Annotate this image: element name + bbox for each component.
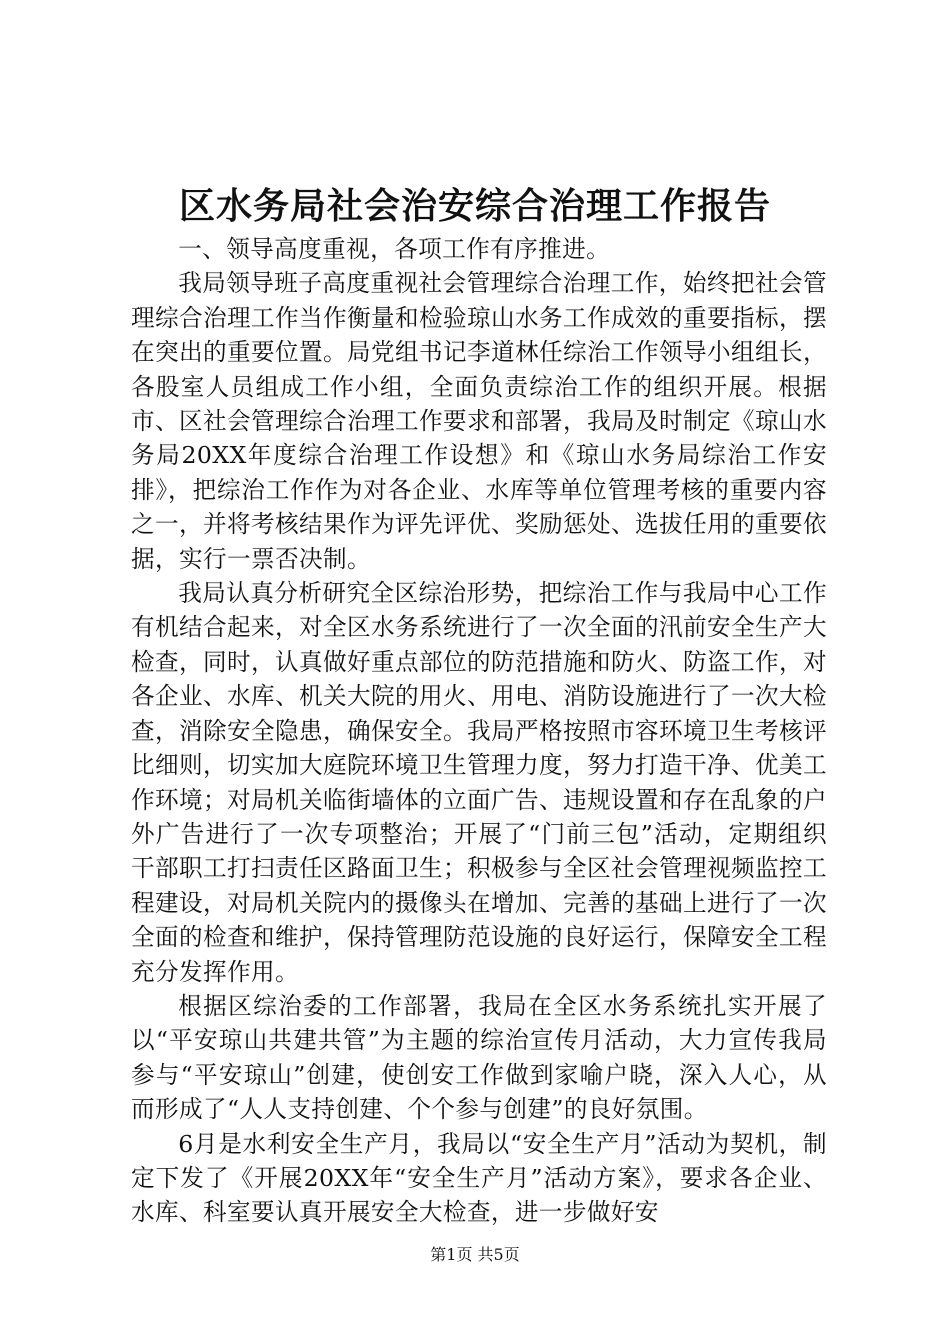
document-title: 区水务局社会治安综合治理工作报告 [178,185,771,227]
body-paragraph: 根据区综治委的工作部署，我局在全区水务系统扎实开展了以“平安琼山共建共管”为主题的综治宣传月活动，大力宣传我局参与“平安琼山”创建，使创安工作做到家喻户晓，深入人心，从而形成了“人人支持创建、个个参与创建”的良好氛围。 [131,991,827,1124]
body-paragraph: 我局认真分析研究全区综治形势，把综治工作与我局中心工作有机结合起来，对全区水务系统进行了一次全面的汛前安全生产大检查，同时，认真做好重点部位的防范措施和防火、防盗工作，对各企业、水库、机关大院的用火、用电、消防设施进行了一次大检查，消除安全隐患，确保安全。我局严格按照市容环境卫生考核评比细则，切实加大庭院环境卫生管理力度，努力打造干净、优美工作环境；对局机关临街墙体的立面广告、违规设置和存在乱象的户外广告进行了一次专项整治；开展了“门前三包”活动，定期组织干部职工打扫责任区路面卫生；积极参与全区社会管理视频监控工程建设，对局机关院内的摄像头在增加、完善的基础上进行了一次全面的检查和维护，保持管理防范设施的良好运行，保障安全工程充分发挥作用。 [131,579,827,986]
document-body [131,232,827,1230]
section-heading: 一、领导高度重视，各项工作有序推进。 [178,235,611,263]
body-paragraph: 6月是水利安全生产月，我局以“安全生产月”活动为契机，制定下发了《开展20XX年“安全生产月”活动方案》，要求各企业、水库、科室要认真开展安全大检查，进一步做好安 [131,1129,827,1227]
body-paragraph: 我局领导班子高度重视社会管理综合治理工作，始终把社会管理综合治理工作当作衡量和检验琼山水务工作成效的重要指标，摆在突出的重要位置。局党组书记李道林任综治工作领导小组组长，各股室人员组成工作小组，全面负责综治工作的组织开展。根据市、区社会管理综合治理工作要求和部署，我局及时制定《琼山水务局20XX年度综合治理工作设想》和《琼山水务局综治工作安排》，把综治工作作为对各企业、水库等单位管理考核的重要内容之一，并将考核结果作为评先评优、奖励惩处、选拔任用的重要依据，实行一票否决制。 [131,269,827,573]
page-number-footer: 第1页 共5页 [430,1245,520,1264]
